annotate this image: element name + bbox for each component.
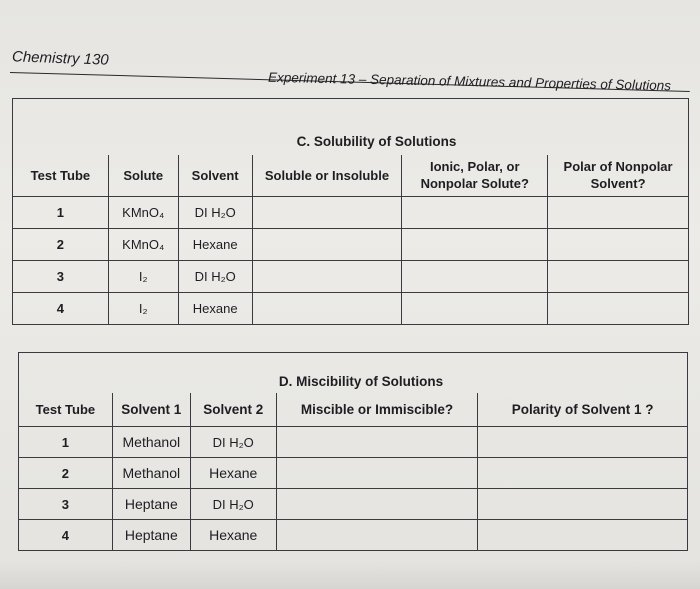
tube-number: 4 bbox=[19, 520, 113, 551]
miscibility-table bbox=[18, 352, 688, 551]
experiment-title: Experiment 13 – Separation of Mixtures and Properties of Solutions bbox=[267, 69, 672, 94]
table-row bbox=[13, 261, 689, 293]
solute-cell: I₂ bbox=[108, 261, 178, 293]
table-row bbox=[19, 458, 688, 489]
miscible-answer[interactable] bbox=[276, 489, 478, 520]
solute-cell: I₂ bbox=[108, 293, 178, 325]
solvent2-cell: DI H₂O bbox=[190, 427, 276, 458]
solvent1-cell: Methanol bbox=[112, 458, 190, 489]
solvent2-cell: Hexane bbox=[190, 458, 276, 489]
polar-answer[interactable] bbox=[548, 197, 689, 229]
solvent2-cell: Hexane bbox=[190, 520, 276, 551]
header-miscible: Miscible or Immiscible? bbox=[276, 393, 478, 427]
solubility-table bbox=[12, 98, 689, 325]
solvent2-cell: DI H₂O bbox=[190, 489, 276, 520]
polarity-answer[interactable] bbox=[478, 427, 688, 458]
solvent1-cell: Methanol bbox=[112, 427, 190, 458]
header-solvent: Solvent bbox=[178, 155, 252, 197]
soluble-answer[interactable] bbox=[252, 293, 402, 325]
ionic-answer[interactable] bbox=[402, 197, 548, 229]
ionic-answer[interactable] bbox=[402, 293, 548, 325]
table-row bbox=[13, 229, 689, 261]
miscible-answer[interactable] bbox=[276, 458, 478, 489]
soluble-answer[interactable] bbox=[252, 261, 402, 293]
header-polarity: Polarity of Solvent 1 ? bbox=[478, 393, 688, 427]
header-ionic: Ionic, Polar, or Nonpolar Solute? bbox=[402, 155, 548, 197]
course-title: Chemistry 130 bbox=[11, 48, 109, 69]
polar-answer[interactable] bbox=[548, 261, 689, 293]
header-solute: Solute bbox=[108, 155, 178, 197]
miscibility-title-cell bbox=[19, 353, 688, 371]
solvent1-cell: Heptane bbox=[112, 489, 190, 520]
polarity-answer[interactable] bbox=[478, 489, 688, 520]
polarity-answer[interactable] bbox=[478, 520, 688, 551]
header-solvent2: Solvent 2 bbox=[190, 393, 276, 427]
polarity-answer[interactable] bbox=[478, 458, 688, 489]
table-row bbox=[19, 427, 688, 458]
polar-answer[interactable] bbox=[548, 229, 689, 261]
soluble-answer[interactable] bbox=[252, 229, 402, 261]
ionic-answer[interactable] bbox=[402, 261, 548, 293]
ionic-answer[interactable] bbox=[402, 229, 548, 261]
miscible-answer[interactable] bbox=[276, 427, 478, 458]
solvent-cell: Hexane bbox=[178, 293, 252, 325]
tube-number: 3 bbox=[13, 261, 109, 293]
header-solvent1: Solvent 1 bbox=[112, 393, 190, 427]
solute-cell: KMnO₄ bbox=[108, 229, 178, 261]
page-edge-shadow bbox=[0, 560, 700, 589]
table-row bbox=[13, 197, 689, 229]
table-row bbox=[19, 520, 688, 551]
tube-number: 3 bbox=[19, 489, 113, 520]
miscibility-title-row bbox=[19, 371, 688, 393]
solubility-title-cell bbox=[13, 99, 689, 129]
tube-number: 4 bbox=[13, 293, 109, 325]
header-test-tube: Test Tube bbox=[19, 393, 113, 427]
tube-number: 1 bbox=[13, 197, 109, 229]
tube-number: 2 bbox=[19, 458, 113, 489]
solvent-cell: DI H₂O bbox=[178, 261, 252, 293]
tube-number: 1 bbox=[19, 427, 113, 458]
solvent1-cell: Heptane bbox=[112, 520, 190, 551]
solubility-title-row bbox=[13, 129, 689, 155]
header-test-tube: Test Tube bbox=[13, 155, 109, 197]
table-row bbox=[13, 293, 689, 325]
miscible-answer[interactable] bbox=[276, 520, 478, 551]
solubility-title: C. Solubility of Solutions bbox=[296, 134, 457, 149]
polar-answer[interactable] bbox=[548, 293, 689, 325]
solute-cell: KMnO₄ bbox=[108, 197, 178, 229]
solvent-cell: Hexane bbox=[178, 229, 252, 261]
solvent-cell: DI H₂O bbox=[178, 197, 252, 229]
tube-number: 2 bbox=[13, 229, 109, 261]
table-row bbox=[19, 489, 688, 520]
soluble-answer[interactable] bbox=[252, 197, 402, 229]
header-soluble: Soluble or Insoluble bbox=[252, 155, 402, 197]
header-polar: Polar of Nonpolar Solvent? bbox=[548, 155, 689, 197]
miscibility-title: D. Miscibility of Solutions bbox=[278, 374, 444, 389]
